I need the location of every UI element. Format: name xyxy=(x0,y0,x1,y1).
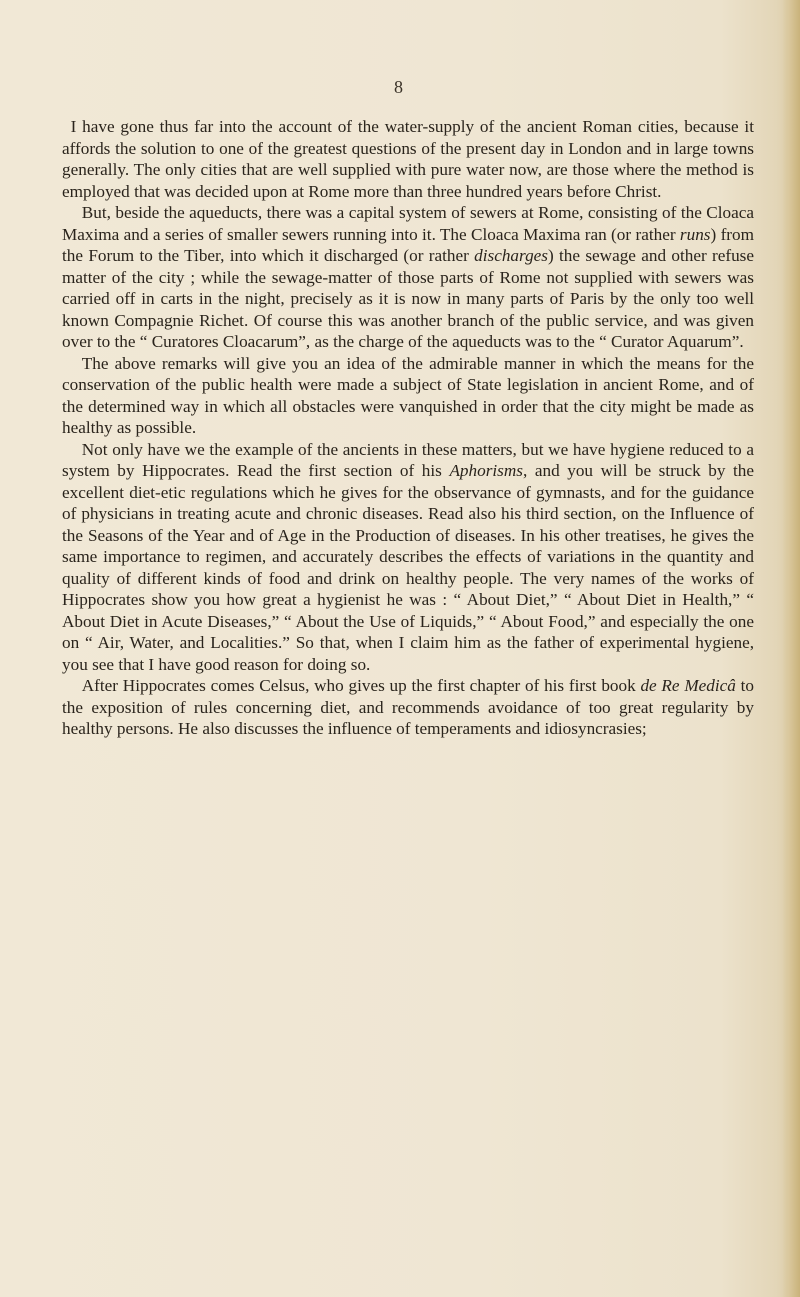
page-edge xyxy=(782,0,800,1297)
page-number: 8 xyxy=(394,77,404,97)
text-segment: , and you will be struck by the excellent diet-etic regulations which he gives for the observance of gymnasts, and for the guidance of physicians in treating acute and chronic diseases. Read also his third section, on the Influence of the Seasons of the Year and of Age in the Production of diseases. In his other treatises, he gives the same importance to regimen, and accurately describes the effects of variations in the quantity and quality of different kinds of food and drink on healthy people. The very names of the works of Hippocrates show you how great a hygienist he was : “ About Diet,” “ About Diet in Health,” “ About Diet in Acute Diseases,” “ About the Use of Liquids,” “ About Food,” and especially the one on “ Air, Water, and Localities.” So that, when I claim him as the father of experimental hygiene, you see that I have good reason for doing so. xyxy=(62,461,754,674)
text-segment: Not only have we the example of the ancients in these matters, but we have hygiene reduced to a system by Hippocrates. Read the first section of his xyxy=(62,439,754,480)
paragraph xyxy=(62,353,754,439)
text-segment: But, beside the aqueducts, there was a capital system of sewers at Rome, consisting of the Cloaca Maxima and a series of smaller sewers running into it. The Cloaca Maxima ran (or rather xyxy=(62,203,754,244)
paragraph xyxy=(62,675,754,740)
italic-text: runs xyxy=(679,224,711,244)
italic-text: Aphorisms xyxy=(449,461,523,480)
text-segment: The above remarks will give you an idea of the admirable manner in which the means for the conservation of the public health were made a subject of State legislation in ancient Rome, and of the determined way in which all obstacles were vanquished in order that the city might be made as healthy as possible. xyxy=(62,353,754,437)
italic-text: discharges xyxy=(474,246,548,265)
text-segment: I have gone thus far into the account of the water-supply of the ancient Roman cities, because it affords the solution to one of the greatest questions of the present day in London and in large towns generally. The only cities that are well supplied with pure water now, are those where the method is employed that was decided upon at Rome more than three hundred years before Christ. xyxy=(62,117,754,201)
body-text xyxy=(62,116,754,740)
text-segment: ) the sewage and other refuse matter of the city ; while the sewage-matter of those parts of Rome not supplied with sewers was carried off in carts in the night, precisely as it is now in many parts of Paris by the only too well known Compagnie Richet. Of course this was another branch of the public service, and was given over to the “ Curatores Cloacarum”, as the charge of the aqueducts was to the “ Curator Aquarum”. xyxy=(62,246,754,351)
text-segment: After Hippocrates comes Celsus, who gives up the first chapter of his first book xyxy=(81,676,641,695)
italic-text: de Re Medicâ xyxy=(640,676,736,695)
text-segment: ) from the Forum to the Tiber, into which it discharged (or rather xyxy=(62,224,754,265)
paragraph xyxy=(62,116,754,202)
text-segment: to the exposition of rules concerning diet, and recommends avoidance of too great regularity by healthy persons. He also discusses the influence of temperaments and idiosyncrasies; xyxy=(62,676,754,738)
paragraph xyxy=(62,202,754,353)
paragraph xyxy=(62,439,754,676)
